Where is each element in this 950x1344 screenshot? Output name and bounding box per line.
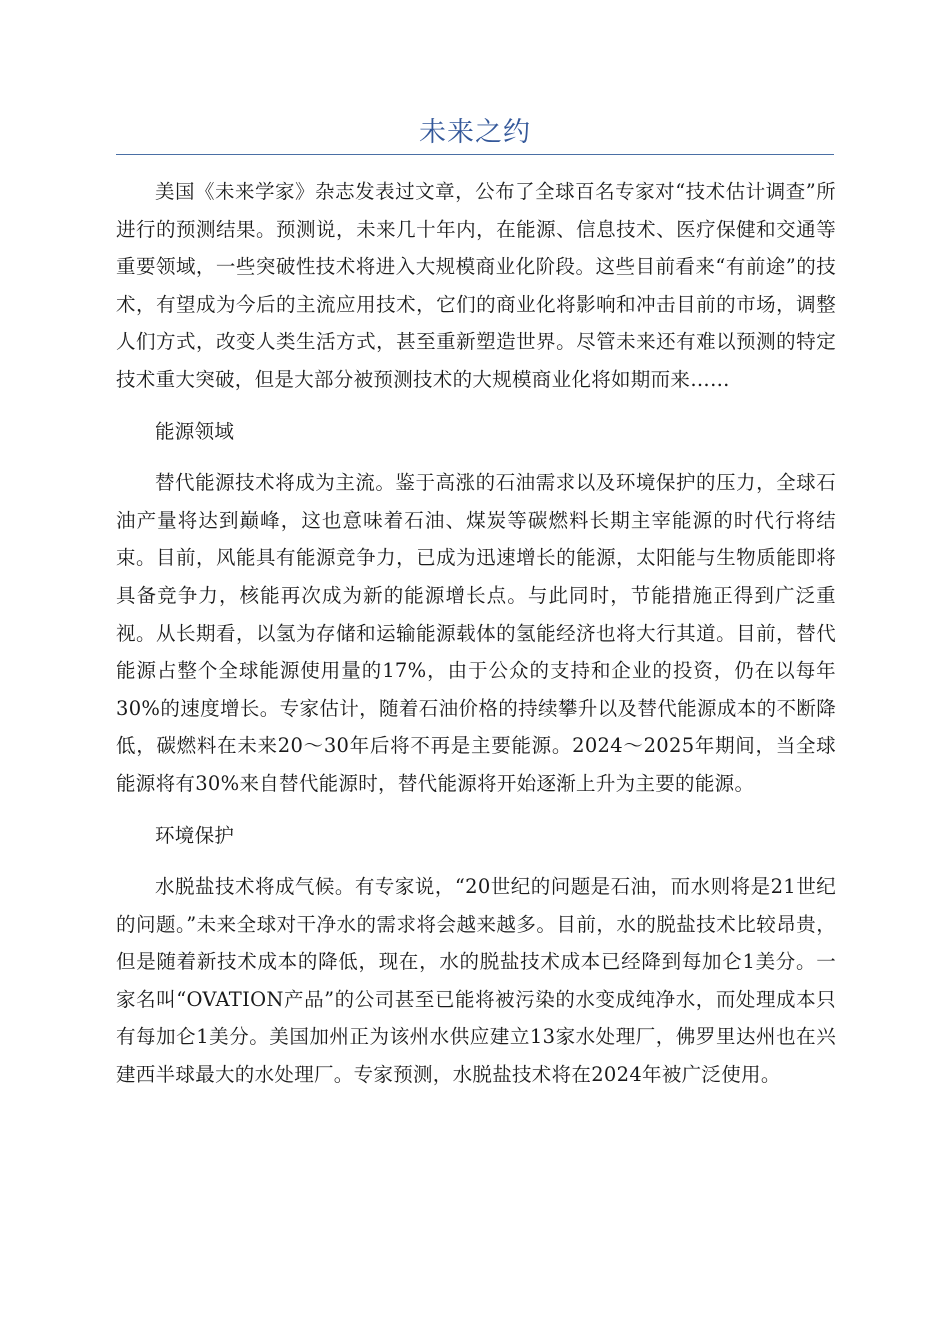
document-body [116, 173, 836, 1094]
section-heading-energy: 能源领域 [155, 419, 235, 443]
intro-paragraph: 美国《未来学家》杂志发表过文章，公布了全球百名专家对“技术估计调查”所进行的预测结果。预测说，未来几十年内，在能源、信息技术、医疗保健和交通等重要领域，一些突破性技术将进入大规模商业化阶段。这些目前看来“有前途”的技术，有望成为今后的主流应用技术，它们的商业化将影响和冲击目前的市场，调整人们方式，改变人类生活方式，甚至重新塑造世界。尽管未来还有难以预测的特定技术重大突破，但是大部分被预测技术的大规模商业化将如期而来…… [116, 180, 836, 391]
environment-paragraph: 水脱盐技术将成气候。有专家说，“20世纪的问题是石油，而水则将是21世纪的问题。”未来全球对干净水的需求将会越来越多。目前，水的脱盐技术比较昂贵，但是随着新技术成本的降低，现在，水的脱盐技术成本已经降到每加仑1美分。一家名叫“OVATION产品”的公司甚至已能将被污染的水变成纯净水，而处理成本只有每加仑1美分。美国加州正为该州水供应建立13家水处理厂，佛罗里达州也在兴建西半球最大的水处理厂。专家预测，水脱盐技术将在2024年被广泛使用。 [116, 875, 836, 1087]
energy-paragraph: 替代能源技术将成为主流。鉴于高涨的石油需求以及环境保护的压力，全球石油产量将达到巅峰，这也意味着石油、煤炭等碳燃料长期主宰能源的时代行将结束。目前，风能具有能源竞争力，已成为迅速增长的能源，太阳能与生物质能即将具备竞争力，核能再次成为新的能源增长点。与此同时，节能措施正得到广泛重视。从长期看，以氢为存储和运输能源载体的氢能经济也将大行其道。目前，替代能源占整个全球能源使用量的17%，由于公众的支持和企业的投资，仍在以每年30%的速度增长。专家估计，随着石油价格的持续攀升以及替代能源成本的不断降低，碳燃料在未来20〜30年后将不再是主要能源。2024〜2025年期间，当全球能源将有30%来自替代能源时，替代能源将开始逐渐上升为主要的能源。 [116, 471, 836, 795]
section-heading-environment: 环境保护 [155, 823, 235, 847]
document-title: 未来之约 [419, 117, 531, 148]
title-block [116, 112, 834, 155]
